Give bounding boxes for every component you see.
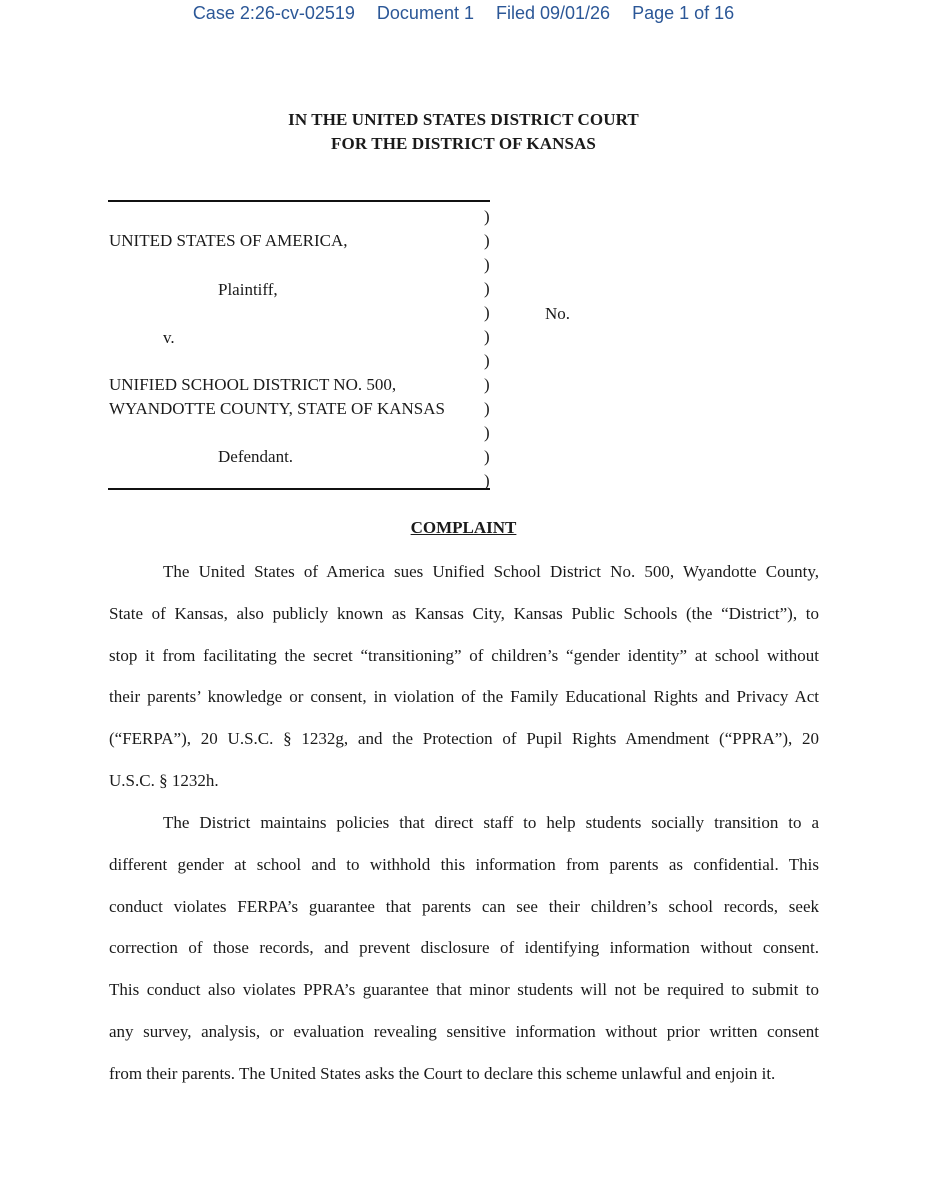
caption-paren: ) bbox=[484, 303, 490, 322]
document-number: Document 1 bbox=[376, 3, 474, 23]
caption-paren: ) bbox=[484, 207, 490, 226]
paragraph-line: any survey, analysis, or evaluation revealing sensitive information without prior written consent bbox=[109, 1021, 819, 1041]
document-title: COMPLAINT bbox=[410, 518, 517, 537]
paragraph-line: The United States of America sues Unified School District No. 500, Wyandotte County, bbox=[163, 562, 819, 581]
caption-paren: ) bbox=[484, 351, 490, 370]
caption-paren: ) bbox=[484, 471, 490, 490]
paragraph-line: stop it from facilitating the secret “transitioning” of children’s “gender identity” at school without bbox=[109, 645, 819, 665]
caption-paren: ) bbox=[484, 423, 490, 442]
caption-paren: ) bbox=[484, 375, 490, 394]
paragraph-line: This conduct also violates PPRA’s guarantee that minor students will not be required to submit to bbox=[109, 980, 819, 1000]
caption-paren: ) bbox=[484, 447, 490, 466]
caption-bottom-rule bbox=[108, 488, 490, 490]
paragraph-line: The District maintains policies that direct staff to help students socially transition to a bbox=[163, 813, 819, 832]
defendant-name-line1: UNIFIED SCHOOL DISTRICT NO. 500, bbox=[109, 375, 397, 394]
paragraph-line: from their parents. The United States asks the Court to declare this scheme unlawful and enjoin it. bbox=[109, 1063, 776, 1083]
plaintiff-name: UNITED STATES OF AMERICA, bbox=[109, 231, 348, 250]
plaintiff-role: Plaintiff, bbox=[218, 280, 278, 299]
court-name-line1: IN THE UNITED STATES DISTRICT COURT bbox=[288, 110, 639, 129]
filed-date: Filed 09/01/26 bbox=[495, 3, 611, 23]
defendant-role: Defendant. bbox=[218, 447, 294, 466]
paragraph-line: State of Kansas, also publicly known as Kansas City, Kansas Public Schools (the “District”), to bbox=[109, 603, 819, 623]
ecf-header-stamp bbox=[0, 3, 927, 24]
paragraph-2 bbox=[109, 802, 819, 1095]
defendant-name-line2: WYANDOTTE COUNTY, STATE OF KANSAS bbox=[109, 399, 445, 418]
caption-paren: ) bbox=[484, 399, 490, 418]
caption-paren: ) bbox=[484, 255, 490, 274]
paragraph-line: (“FERPA”), 20 U.S.C. § 1232g, and the Protection of Pupil Rights Amendment (“PPRA”), 20 bbox=[109, 729, 819, 749]
paragraph-line: U.S.C. § 1232h. bbox=[109, 770, 219, 790]
court-name-line2: FOR THE DISTRICT OF KANSAS bbox=[331, 134, 596, 153]
caption-paren: ) bbox=[484, 279, 490, 298]
case-number: Case 2:26-cv-02519 bbox=[192, 3, 355, 23]
caption-paren: ) bbox=[484, 327, 490, 346]
versus: v. bbox=[163, 328, 175, 347]
paragraph-line: conduct violates FERPA’s guarantee that parents can see their children’s school records, seek bbox=[109, 896, 819, 916]
paragraph-line: their parents’ knowledge or consent, in violation of the Family Educational Rights and Privacy Act bbox=[109, 687, 819, 707]
paragraph-1 bbox=[109, 551, 819, 802]
case-number-label: No. bbox=[545, 304, 571, 323]
caption-top-rule bbox=[108, 200, 490, 202]
caption-paren: ) bbox=[484, 231, 490, 250]
page-count: Page 1 of 16 bbox=[632, 3, 735, 23]
paragraph-line: different gender at school and to withhold this information from parents as confidential. This bbox=[109, 854, 819, 874]
paragraph-line: correction of those records, and prevent disclosure of identifying information without consent. bbox=[109, 938, 819, 958]
